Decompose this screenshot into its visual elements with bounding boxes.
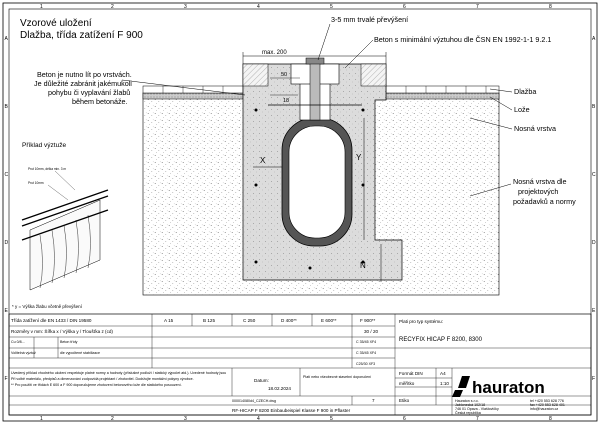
callout-beton-left-line4: během betonáže. bbox=[72, 97, 128, 106]
tb-class-a15: A 15 bbox=[164, 318, 174, 323]
frame-number-6-bottom: 6 bbox=[403, 416, 406, 422]
callout-nosna-dle bbox=[513, 177, 576, 206]
tb-dims-value: 30 / 20 bbox=[364, 329, 379, 334]
paver-edge-right bbox=[361, 64, 386, 86]
frame-number-2: 2 bbox=[111, 3, 114, 10]
tb-contact-email: info@hauraton.cz bbox=[530, 407, 559, 411]
callout-nosna-dle-line2: projektových bbox=[518, 187, 559, 196]
tb-beton-value: C 35/45 XF4 bbox=[356, 340, 377, 344]
tb-date-label: Datum: bbox=[254, 378, 269, 383]
callout-loze: Lože bbox=[514, 105, 530, 114]
callout-beton-left-line1: Beton je nutno lít po vrstvách. bbox=[37, 70, 132, 79]
tb-contact-fax: fax +420 553 628 401 bbox=[530, 403, 565, 407]
channel-inner bbox=[289, 126, 345, 238]
frame-letter-b: B bbox=[4, 104, 8, 110]
callout-gap: 3-5 mm trvalé převýšení bbox=[331, 15, 409, 24]
frame-letter-f-right: F bbox=[592, 376, 596, 382]
drawing-title-line1: Vzorové uložení bbox=[20, 18, 92, 29]
bedding-left bbox=[143, 93, 243, 99]
frame-letter-a-right: A bbox=[592, 36, 596, 42]
frame-number-5-bottom: 5 bbox=[330, 416, 333, 422]
callout-beton-left-line3: pohybu či vyplavání žlabů bbox=[48, 88, 131, 97]
frame-letter-b-right: B bbox=[592, 104, 596, 110]
frame-letter-d: D bbox=[4, 240, 9, 246]
frame-number-3-bottom: 3 bbox=[184, 416, 187, 422]
grating-bolt bbox=[310, 60, 320, 120]
tb-class-c250: C 250 bbox=[243, 318, 256, 323]
title-block bbox=[9, 314, 591, 415]
bedding-right bbox=[386, 93, 499, 99]
tb-spec-title: Plati pro typ systému: bbox=[399, 319, 443, 324]
callout-nosna-dle-line1: Nosná vrstva dle bbox=[513, 177, 567, 186]
grating-head bbox=[306, 58, 324, 64]
tb-beton-class: Beton třídy bbox=[60, 340, 78, 344]
tb-note1: Uvedený příklad vhodného uložení respektuje platné normy a hodnoty (příslušné podloží / statický výpočet atd.). Uvedené hodnoty jsou bbox=[11, 371, 227, 375]
frame-number-7: 7 bbox=[476, 3, 479, 10]
tb-class-f900: F 900** bbox=[360, 318, 376, 323]
rebar-label-long: Prut 10mm, délka min. 3 m bbox=[28, 167, 67, 171]
tb-row-dims: Rozměry v mm: Šířka x / Výška y / Tloušťka z (cd) bbox=[11, 329, 113, 334]
tb-note3: ** Pro použití ve třídách E 600 a F 900 doporučujeme zhotovení betonového lože dle statického posouzení. bbox=[11, 383, 182, 387]
frame-letters-left bbox=[5, 36, 9, 382]
callout-beton-top: Beton s minimální výztuhou dle ČSN EN 1992-1-1 9.2.1 bbox=[374, 35, 552, 44]
tb-address-line2: Jablonecká 102/18 bbox=[455, 403, 486, 407]
frame-number-8: 8 bbox=[549, 3, 552, 10]
tb-address-line3: 746 01 Opava - Vlaštovičky bbox=[455, 407, 499, 411]
tb-row-class: Třída zatížení dle EN 1433 / DIN 19580 bbox=[11, 318, 92, 323]
rebar-label-short: Prut 10mm bbox=[28, 181, 44, 185]
tb-address-line4: Česká republika bbox=[455, 411, 481, 415]
tb-row-n: Volitelná výztuž bbox=[11, 351, 36, 355]
frame-letter-e: E bbox=[4, 308, 8, 314]
tb-class-d400: D 400** bbox=[281, 318, 297, 323]
frame-number-7-bottom: 7 bbox=[476, 416, 479, 422]
tb-doc-label: Platí nebo všeobecné stavební doporučení bbox=[303, 375, 372, 379]
tb-c3545: C 35/45 XF4 bbox=[356, 351, 377, 355]
tb-format-value: A4 bbox=[440, 371, 446, 376]
tb-address-line1: Hauraton s.r.o. bbox=[455, 399, 479, 403]
dim-x-label: X bbox=[260, 156, 266, 165]
hauraton-logo bbox=[452, 376, 545, 397]
tb-note2: Při volbě materiálu, předpisů a dimenzování zodpovídá projektant / zhotovitel. Dodržujte montážní pokyny výrobce. bbox=[11, 377, 194, 381]
rebar-example-figure bbox=[22, 167, 108, 290]
frame-number-1: 1 bbox=[40, 3, 43, 10]
frame-number-5: 5 bbox=[330, 3, 333, 10]
callout-nosna-dle-line3: požadavků a normy bbox=[513, 197, 576, 206]
tb-scale-label: měřítko bbox=[399, 381, 415, 386]
cross-section bbox=[143, 50, 499, 295]
tb-lang-label: Etiko bbox=[399, 398, 410, 403]
frame-number-4: 4 bbox=[257, 3, 260, 10]
frame-letter-c: C bbox=[4, 172, 9, 178]
tb-format-label: Formát DIN bbox=[399, 371, 423, 376]
frame-letters-right bbox=[592, 36, 596, 382]
paver-row-right bbox=[386, 86, 499, 93]
frame-number-8-bottom: 8 bbox=[549, 416, 552, 422]
frame-number-4-bottom: 4 bbox=[257, 416, 260, 422]
tb-scale-value: 1:10 bbox=[440, 381, 449, 386]
callout-beton-left-line2: Je důležité zabránit jakémukoli bbox=[34, 79, 132, 88]
drawing-title-line2: Dlažba, třída zatížení F 900 bbox=[20, 30, 143, 41]
dim-max-label: max. 200 bbox=[262, 50, 287, 56]
dim-y-label: Y bbox=[356, 153, 362, 162]
frame-letter-c-right: C bbox=[592, 172, 596, 178]
dim-50-label: 50 bbox=[281, 72, 288, 78]
tb-drawing-number: 000014080d4_CZECH.dwg bbox=[232, 399, 276, 403]
callout-dlazba: Dlažba bbox=[514, 87, 537, 96]
paver-row-left bbox=[143, 86, 243, 93]
dim-18-label: 18 bbox=[283, 98, 290, 104]
tb-class-e600: E 600** bbox=[321, 318, 337, 323]
frame-letter-f: F bbox=[4, 376, 8, 382]
tb-row-beton: Cu 0/8... bbox=[11, 340, 25, 344]
frame-letter-d-right: D bbox=[592, 240, 596, 246]
tb-spec-value: RECYFIX HICAP F 8200, 8300 bbox=[399, 337, 482, 343]
callout-beton-left bbox=[34, 70, 132, 106]
callout-nosna: Nosná vrstva bbox=[514, 124, 556, 133]
tb-contact-tel: tel +420 553 628 776 bbox=[530, 399, 564, 403]
tb-drawing-name: RF-HICAP F 8200 Einbaubeispiel Klasse F 900 in Pflaster bbox=[232, 408, 351, 413]
paver-edge-left bbox=[243, 64, 268, 86]
tb-class-b125: B 125 bbox=[203, 318, 216, 323]
company-name: hauraton bbox=[472, 378, 545, 397]
tb-sheet-number: 7 bbox=[372, 398, 375, 403]
frame-number-3: 3 bbox=[184, 3, 187, 10]
frame-number-2-bottom: 2 bbox=[111, 416, 114, 422]
frame-letter-e-right: E bbox=[592, 308, 596, 314]
tb-c2530: C25/30 XF3 bbox=[356, 362, 376, 366]
frame-letter-a: A bbox=[4, 36, 8, 42]
tb-date-value: 18.02.2024 bbox=[268, 386, 291, 391]
dim-n-label: N bbox=[360, 261, 366, 270]
footnote: * y = Výška žlabu včetně převýšení bbox=[12, 304, 82, 309]
tb-row-n-value: dle vypočtené stabilizace bbox=[60, 351, 100, 355]
callout-priklad: Příklad výztuže bbox=[22, 142, 67, 149]
frame-number-1-bottom: 1 bbox=[40, 416, 43, 422]
frame-number-6: 6 bbox=[403, 3, 406, 10]
